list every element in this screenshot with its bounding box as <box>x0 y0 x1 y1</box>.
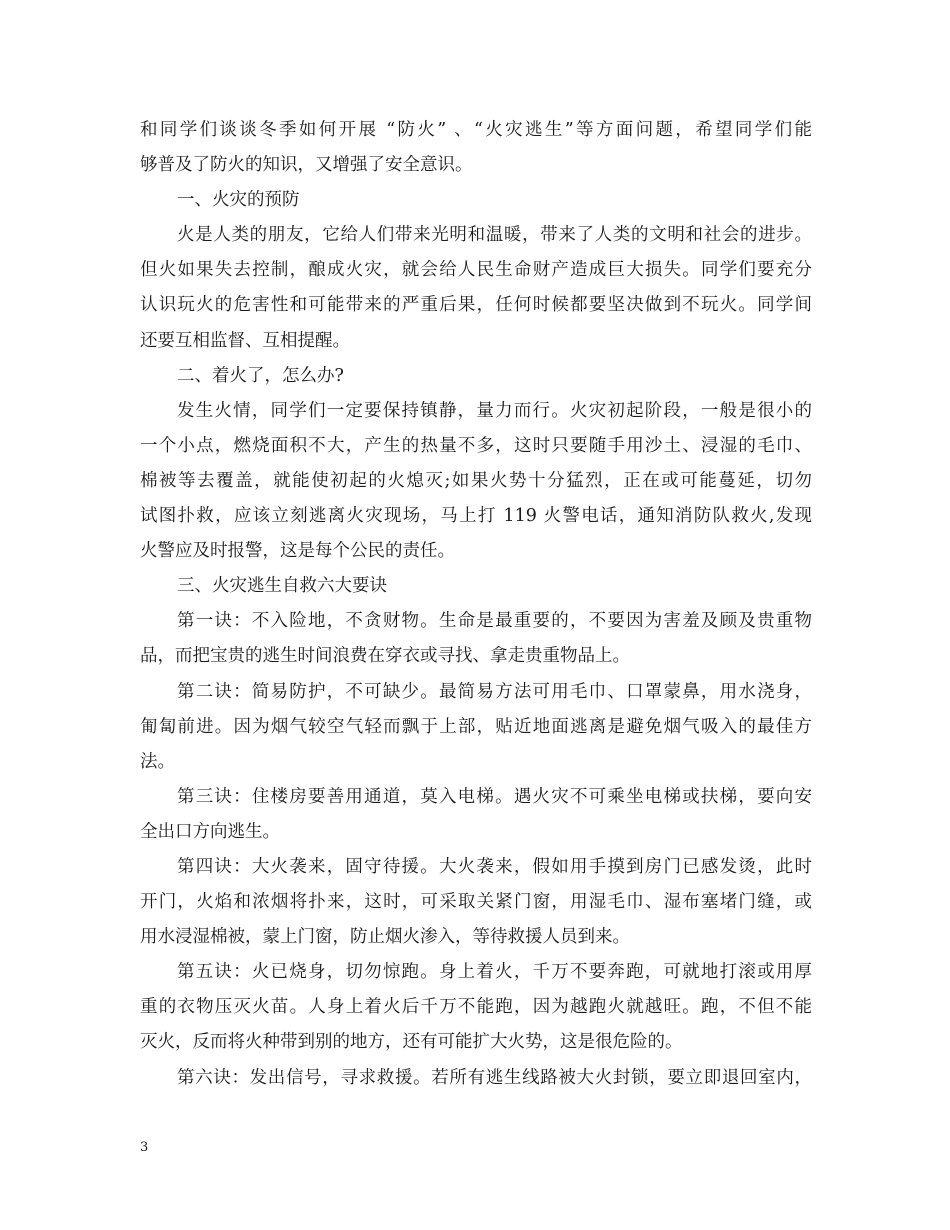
text-line: 品，而把宝贵的逃生时间浪费在穿衣或寻找、拿走贵重物品上。 <box>140 646 630 667</box>
text-line: 法。 <box>140 751 175 772</box>
text-line: 还要互相监督、互相提醒。 <box>140 330 350 351</box>
text-line: 火警应及时报警，这是每个公民的责任。 <box>140 541 455 562</box>
text-line: 重的衣物压灭火苗。人身上着火后千万不能跑，因为越跑火就越旺。跑，不但不能 <box>140 997 812 1018</box>
text-line: 第六诀：发出信号，寻求救援。若所有逃生线路被大火封锁，要立即退回室内， <box>177 1067 812 1088</box>
text-line: 但火如果失去控制，酿成火灾，就会给人民生命财产造成巨大损失。同学们要充分 <box>140 260 812 281</box>
text-line: 第四诀：大火袭来，固守待援。大火袭来，假如用手摸到房门已感发烫，此时 <box>177 856 812 877</box>
text-line: 第一诀：不入险地，不贪财物。生命是最重要的，不要因为害羞及顾及贵重物 <box>177 611 812 632</box>
page-number: 3 <box>140 1140 149 1155</box>
text-line: 火是人类的朋友，它给人们带来光明和温暖，带来了人类的文明和社会的进步。 <box>177 225 812 246</box>
text-line: 一个小点，燃烧面积不大，产生的热量不多，这时只要随手用沙土、浸湿的毛巾、 <box>140 435 812 456</box>
text-line: 用水浸湿棉被，蒙上门窗，防止烟火渗入，等待救援人员到来。 <box>140 927 630 948</box>
text-line: 和同学们谈谈冬季如何开展 “防火” 、“火灾逃生”等方面问题，希望同学们能 <box>140 120 812 140</box>
text-line: 灭火，反而将火种带到别的地方，还有可能扩大火势，这是很危险的。 <box>140 1032 683 1053</box>
section-heading: 一、火灾的预防 <box>177 190 300 211</box>
section-heading: 二、着火了，怎么办? <box>177 365 344 386</box>
text-line: 发生火情，同学们一定要保持镇静，量力而行。火灾初起阶段，一般是很小的 <box>177 400 812 421</box>
text-line: 匍匐前进。因为烟气较空气轻而飘于上部，贴近地面逃离是避免烟气吸入的最佳方 <box>140 716 812 737</box>
text-line: 试图扑救，应该立刻逃离火灾现场，马上打 119 火警电话，通知消防队救火,发现 <box>140 506 812 527</box>
text-line: 棉被等去覆盖，就能使初起的火熄灭;如果火势十分猛烈，正在或可能蔓延，切勿 <box>140 470 812 491</box>
text-line: 第三诀：住楼房要善用通道，莫入电梯。遇火灾不可乘坐电梯或扶梯，要向安 <box>177 786 812 807</box>
text-line: 第五诀：火已烧身，切勿惊跑。身上着火，千万不要奔跑，可就地打滚或用厚 <box>177 962 812 983</box>
text-line: 全出口方向逃生。 <box>140 821 280 842</box>
document-body <box>140 113 812 1096</box>
text-line: 开门，火焰和浓烟将扑来，这时，可采取关紧门窗，用湿毛巾、湿布塞堵门缝，或 <box>140 892 812 913</box>
section-heading: 三、火灾逃生自救六大要诀 <box>177 576 387 597</box>
text-line: 第二诀：简易防护，不可缺少。最简易方法可用毛巾、口罩蒙鼻，用水浇身， <box>177 681 812 702</box>
text-line: 认识玩火的危害性和可能带来的严重后果，任何时候都要坚决做到不玩火。同学间 <box>140 295 812 316</box>
text-line: 够普及了防火的知识，又增强了安全意识。 <box>140 155 473 176</box>
